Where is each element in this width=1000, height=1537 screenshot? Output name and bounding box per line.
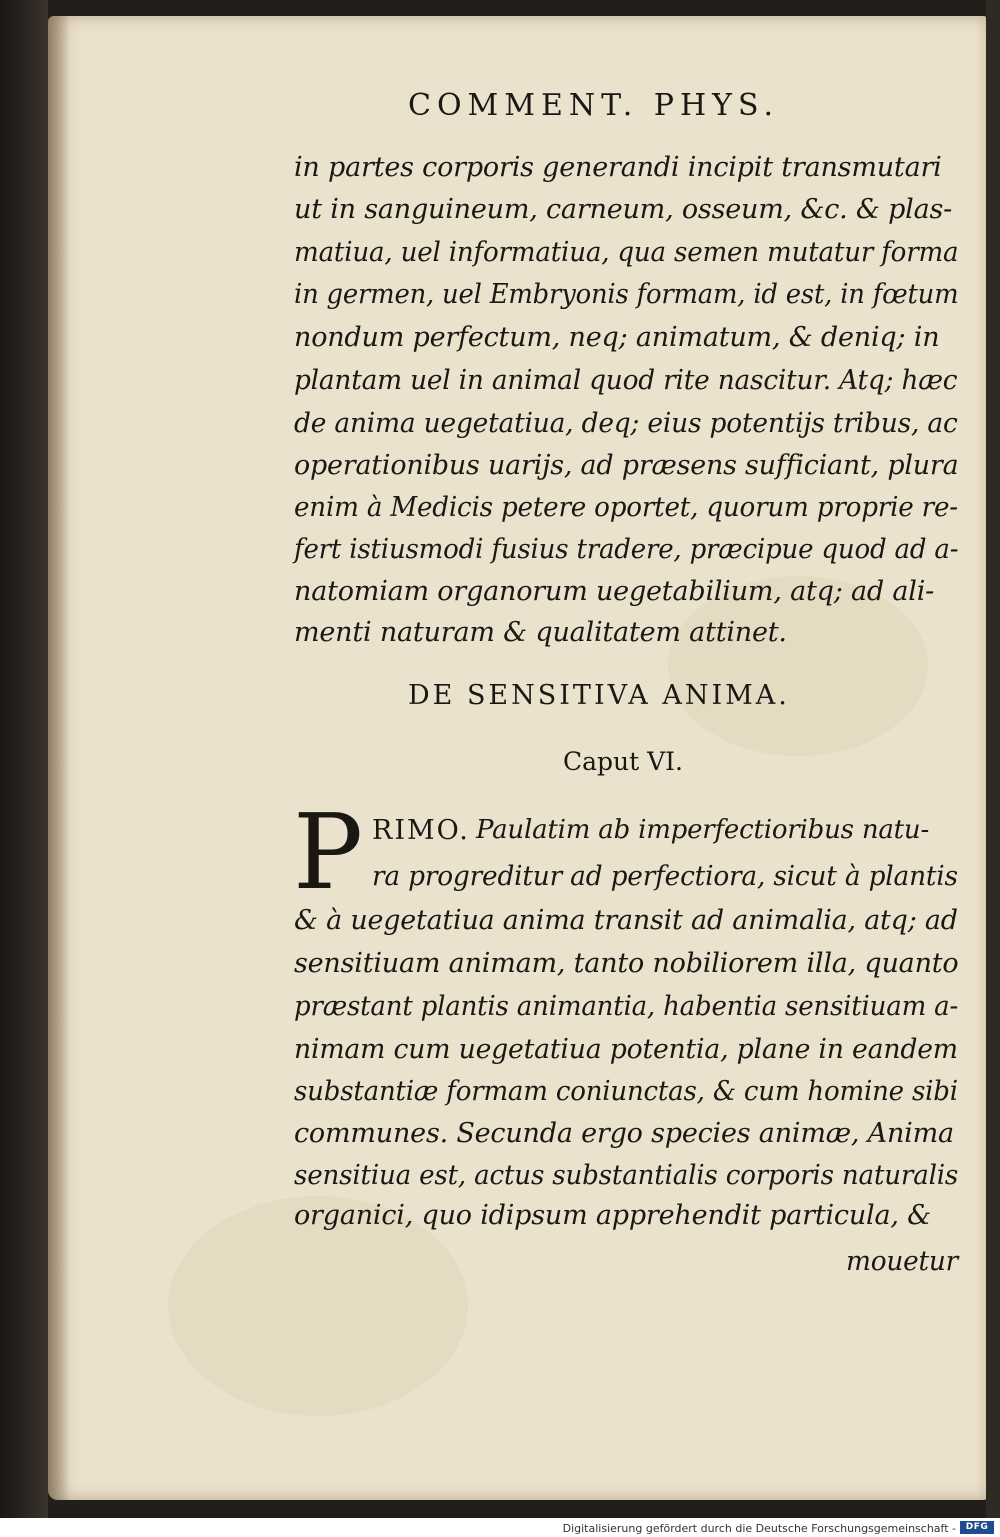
drop-capital: P xyxy=(293,791,363,913)
text-line: ra progreditur ad perfectiora, sicut à plantis xyxy=(372,861,958,892)
text-line: in germen, uel Embryonis formam, id est, in fœtum xyxy=(294,279,959,310)
funding-credit: Digitalisierung gefördert durch die Deutsche Forschungsgemeinschaft - xyxy=(562,1522,956,1535)
text-line: & à uegetatiua anima transit ad animalia, atq; ad xyxy=(294,905,958,936)
text-line: sensitiua est, actus substantialis corporis naturalis xyxy=(294,1160,959,1191)
footer-bar xyxy=(0,1518,1000,1537)
text-line: menti naturam & qualitatem attinet. xyxy=(294,617,787,648)
dfg-logo: DFG xyxy=(960,1521,994,1534)
text-line: substantiæ formam coniunctas, & cum homine sibi xyxy=(294,1076,958,1107)
text-line: operationibus uarijs, ad præsens sufficiant, plura xyxy=(294,450,959,481)
text-line: organici, quo idipsum apprehendit particula, & xyxy=(294,1200,931,1231)
running-title: COMMENT. PHYS. xyxy=(408,88,779,123)
catchword: mouetur xyxy=(846,1246,958,1277)
text-line: communes. Secunda ergo species animæ, Anima xyxy=(294,1118,954,1149)
text-line: sensitiuam animam, tanto nobiliorem illa, quanto xyxy=(294,948,959,979)
text-line: ut in sanguineum, carneum, osseum, &c. & plas- xyxy=(294,194,953,225)
text-line: præstant plantis animantia, habentia sensitiuam a- xyxy=(294,991,959,1022)
text-line: Paulatim ab imperfectioribus natu- xyxy=(476,815,930,845)
text-line: plantam uel in animal quod rite nascitur. Atq; hæc xyxy=(294,365,958,396)
opening-word: RIMO. xyxy=(372,815,470,846)
text-line: nondum perfectum, neq; animatum, & deniq; in xyxy=(294,322,940,353)
chapter-label: Caput VI. xyxy=(563,747,684,776)
section-heading: DE SENSITIVA ANIMA. xyxy=(408,680,790,711)
text-line: nimam cum uegetatiua potentia, plane in eandem xyxy=(294,1034,958,1065)
text-line: natomiam organorum uegetabilium, atq; ad ali- xyxy=(294,576,935,607)
text-line: fert istiusmodi fusius tradere, præcipue quod ad a- xyxy=(294,534,959,565)
text-line: matiua, uel informatiua, qua semen mutatur forma xyxy=(294,237,959,268)
text-line: de anima uegetatiua, deq; eius potentijs tribus, ac xyxy=(294,408,958,439)
book-binding-edge xyxy=(0,0,48,1518)
text-line: enim à Medicis petere oportet, quorum proprie re- xyxy=(294,492,958,523)
book-right-edge xyxy=(986,0,1000,1518)
text-line: in partes corporis generandi incipit transmutari xyxy=(294,152,942,183)
